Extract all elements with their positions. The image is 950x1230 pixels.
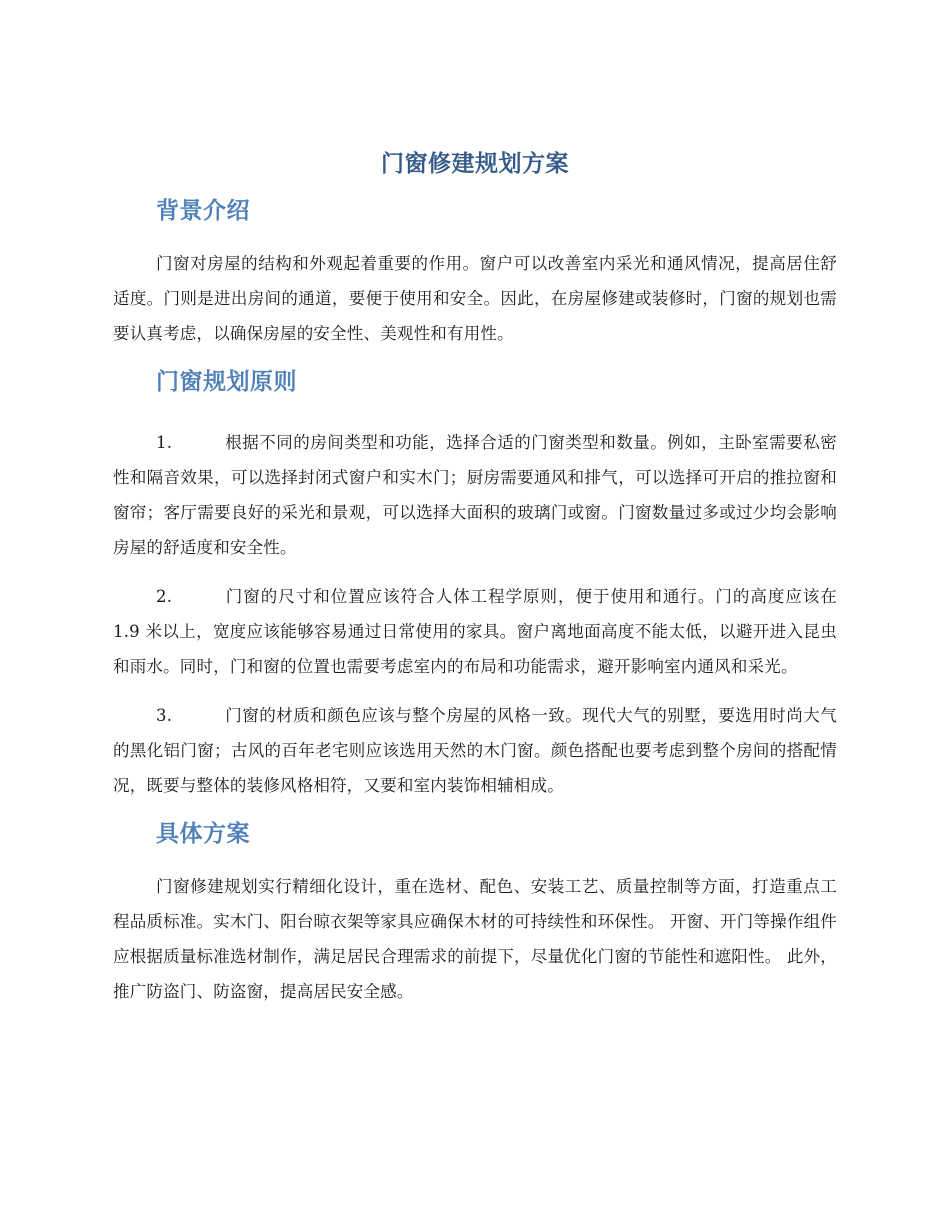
plan-paragraph: 门窗修建规划实行精细化设计，重在选材、配色、安装工艺、质量控制等方面，打造重点工程品质标准。实木门、阳台晾衣架等家具应确保木材的可持续性和环保性。 开窗、开门等操作组件应根据质量标准选材制作，满足居民合理需求的前提下，尽量优化门窗的节能性和遮阳性。 此外，推广防盗门、防盗窗，提高居民安全感。 [113, 877, 837, 1001]
section-heading-principles: 门窗规划原则 [156, 369, 297, 395]
list-number: 2. [156, 587, 173, 606]
document-title: 门窗修建规划方案 [381, 151, 569, 177]
background-paragraph: 门窗对房屋的结构和外观起着重要的作用。窗户可以改善室内采光和通风情况，提高居住舒适度。门则是进出房间的通道，要便于使用和安全。因此，在房屋修建或装修时，门窗的规划也需要认真考虑，以确保房屋的安全性、美观性和有用性。 [113, 254, 837, 343]
principle-item-2 [113, 579, 837, 684]
list-number: 1. [156, 433, 173, 452]
list-number: 3. [156, 706, 173, 725]
list-text: 门窗的材质和颜色应该与整个房屋的风格一致。现代大气的别墅，要选用时尚大气的黑化铝门窗；古风的百年老宅则应该选用天然的木门窗。颜色搭配也要考虑到整个房间的搭配情况，既要与整体的装修风格相符，又要和室内装饰相辅相成。 [113, 706, 837, 795]
section-principles [113, 365, 837, 803]
section-heading-plan: 具体方案 [156, 821, 250, 847]
section-background [113, 194, 837, 351]
section-heading-background: 背景介绍 [156, 198, 250, 224]
list-text: 根据不同的房间类型和功能，选择合适的门窗类型和数量。例如，主卧室需要私密性和隔音效果，可以选择封闭式窗户和实木门；厨房需要通风和排气，可以选择可开启的推拉窗和窗帘；客厅需要良好的采光和景观，可以选择大面积的玻璃门或窗。门窗数量过多或过少均会影响房屋的舒适度和安全性。 [113, 433, 837, 557]
list-text: 门窗的尺寸和位置应该符合人体工程学原则，便于使用和通行。门的高度应该在 1.9 米以上，宽度应该能够容易通过日常使用的家具。窗户离地面高度不能太低，以避开进入昆虫和雨水。同时，门和窗的位置也需要考虑室内的布局和功能需求，避开影响室内通风和采光。 [113, 587, 837, 676]
section-plan [113, 817, 837, 1009]
principle-item-1 [113, 425, 837, 565]
principle-item-3 [113, 698, 837, 803]
spacer [113, 417, 837, 425]
